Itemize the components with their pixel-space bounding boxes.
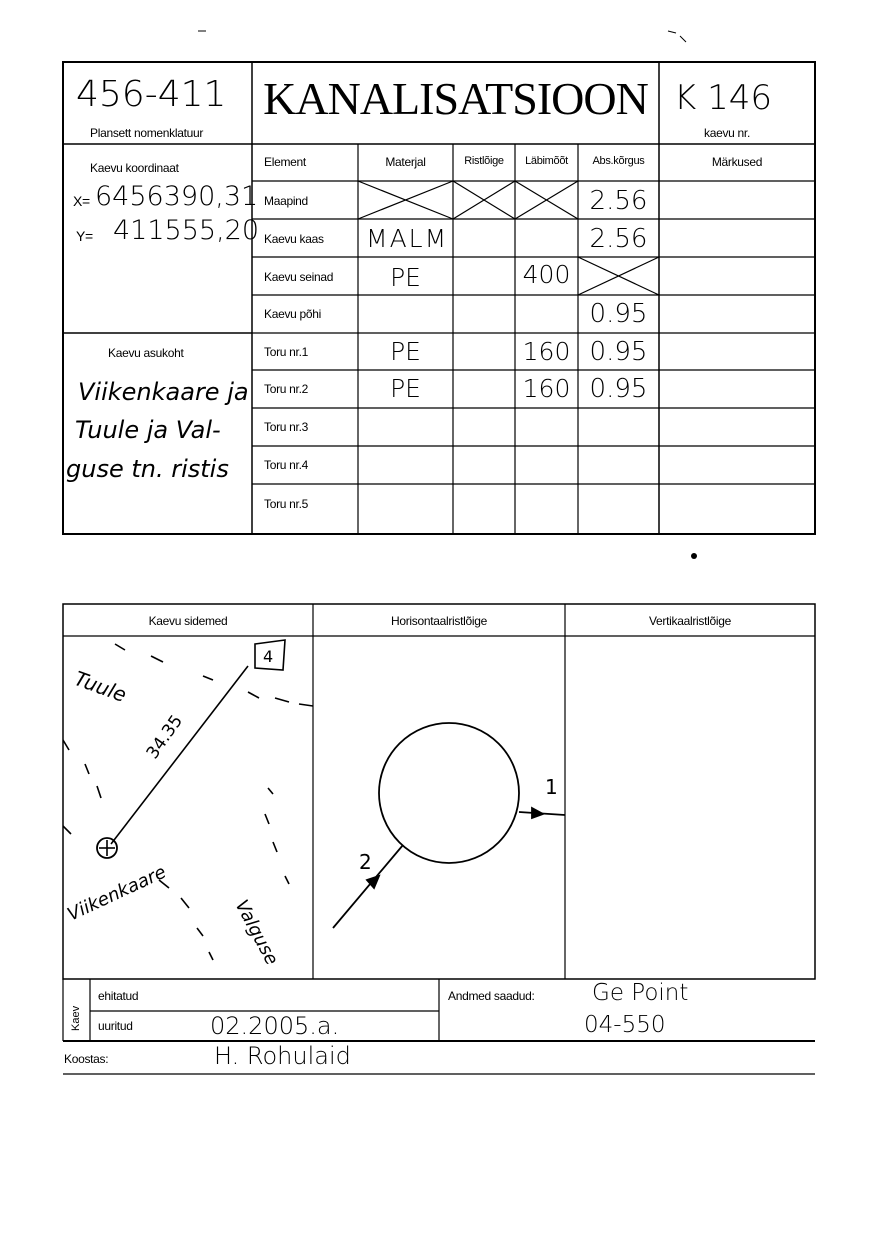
pipe-1-label: 1	[545, 775, 558, 799]
cell-material-toru-1: PE	[390, 337, 421, 366]
row-element-toru-4: Toru nr.4	[264, 458, 308, 472]
row-element-kaevu-seinad: Kaevu seinad	[264, 270, 334, 284]
ink-dot	[691, 553, 697, 559]
cell-material-toru-2: PE	[390, 374, 421, 403]
coord-x-label: X=	[73, 193, 90, 209]
col-notes: Märkused	[711, 155, 763, 169]
row-element-kaevu-kaas: Kaevu kaas	[264, 232, 324, 246]
data-source-label: Andmed saadud:	[448, 989, 535, 1003]
cell-elevation-toru-2: 0.95	[589, 374, 648, 404]
compiled-label: Koostas:	[64, 1052, 109, 1066]
pipe-2-label: 2	[359, 850, 372, 874]
well-number-value: K 146	[674, 78, 772, 118]
cell-diameter-toru-2: 160	[522, 374, 571, 403]
location-line-1: Viikenkaare ja	[78, 378, 249, 406]
cell-elevation-maapind: 2.56	[589, 186, 648, 216]
side-label: Kaev	[70, 1005, 82, 1031]
data-source-value-2: 04-550	[584, 1012, 666, 1038]
nomenclature-label: Plansett nomenklatuur	[90, 126, 204, 140]
well-circle	[379, 723, 519, 863]
data-source-value-1: Ge Point	[592, 980, 689, 1006]
horizontal-section-sketch	[313, 636, 565, 979]
cell-elevation-kaevu-kaas: 2.56	[589, 224, 648, 254]
cell-diameter-toru-1: 160	[522, 337, 571, 366]
location-line-3: guse tn. ristis	[66, 455, 229, 483]
street-top-label: Tuule	[71, 666, 130, 707]
well-number-label: kaevu nr.	[704, 126, 750, 140]
street-bottom-label: Viikenkaare	[64, 861, 170, 926]
row-element-kaevu-pohi: Kaevu põhi	[264, 307, 322, 321]
col-section: Ristlõige	[464, 155, 504, 167]
cell-material-kaevu-kaas: MALM	[366, 224, 449, 253]
coord-y-label: Y=	[76, 228, 93, 244]
col-diameter: Läbimõõt	[525, 155, 568, 167]
cell-elevation-toru-1: 0.95	[589, 337, 648, 367]
cell-elevation-kaevu-pohi: 0.95	[589, 299, 648, 329]
distance-label: 34.35	[142, 711, 188, 763]
ref-point-label: 4	[263, 647, 274, 666]
compiled-value: H. Rohulaid	[214, 1042, 351, 1070]
coords-label: Kaevu koordinaat	[90, 161, 179, 175]
row-element-toru-2: Toru nr.2	[264, 382, 308, 396]
horizontal-section-label: Horisontaalristlõige	[390, 614, 488, 628]
built-label: ehitatud	[98, 989, 139, 1003]
form-title: KANALISATSIOON	[263, 73, 648, 124]
col-elevation: Abs.kõrgus	[592, 155, 645, 167]
coord-y-value: 411555,20	[113, 215, 260, 246]
surveyed-label: uuritud	[98, 1019, 133, 1033]
location-line-2: Tuule ja Val-	[75, 416, 221, 444]
cell-diameter-kaevu-seinad: 400	[522, 260, 571, 289]
location-label: Kaevu asukoht	[108, 346, 184, 360]
ties-label: Kaevu sidemed	[148, 614, 228, 628]
row-element-toru-5: Toru nr.5	[264, 497, 308, 511]
row-element-toru-3: Toru nr.3	[264, 420, 308, 434]
ties-sketch	[63, 636, 313, 979]
cell-material-kaevu-seinad: PE	[390, 263, 421, 292]
vertical-section-label: Vertikaalristlõige	[649, 614, 731, 628]
col-material: Materjal	[385, 155, 426, 169]
row-element-toru-1: Toru nr.1	[264, 345, 308, 359]
nomenclature-value: 456-411	[76, 74, 227, 115]
row-element-maapind: Maapind	[264, 194, 308, 208]
coord-x-value: 6456390,31	[95, 181, 259, 212]
street-right-label: Valguse	[230, 896, 283, 969]
surveyed-value: 02.2005.a.	[210, 1012, 340, 1040]
side-label-box	[63, 979, 90, 1041]
col-element: Element	[264, 155, 306, 169]
